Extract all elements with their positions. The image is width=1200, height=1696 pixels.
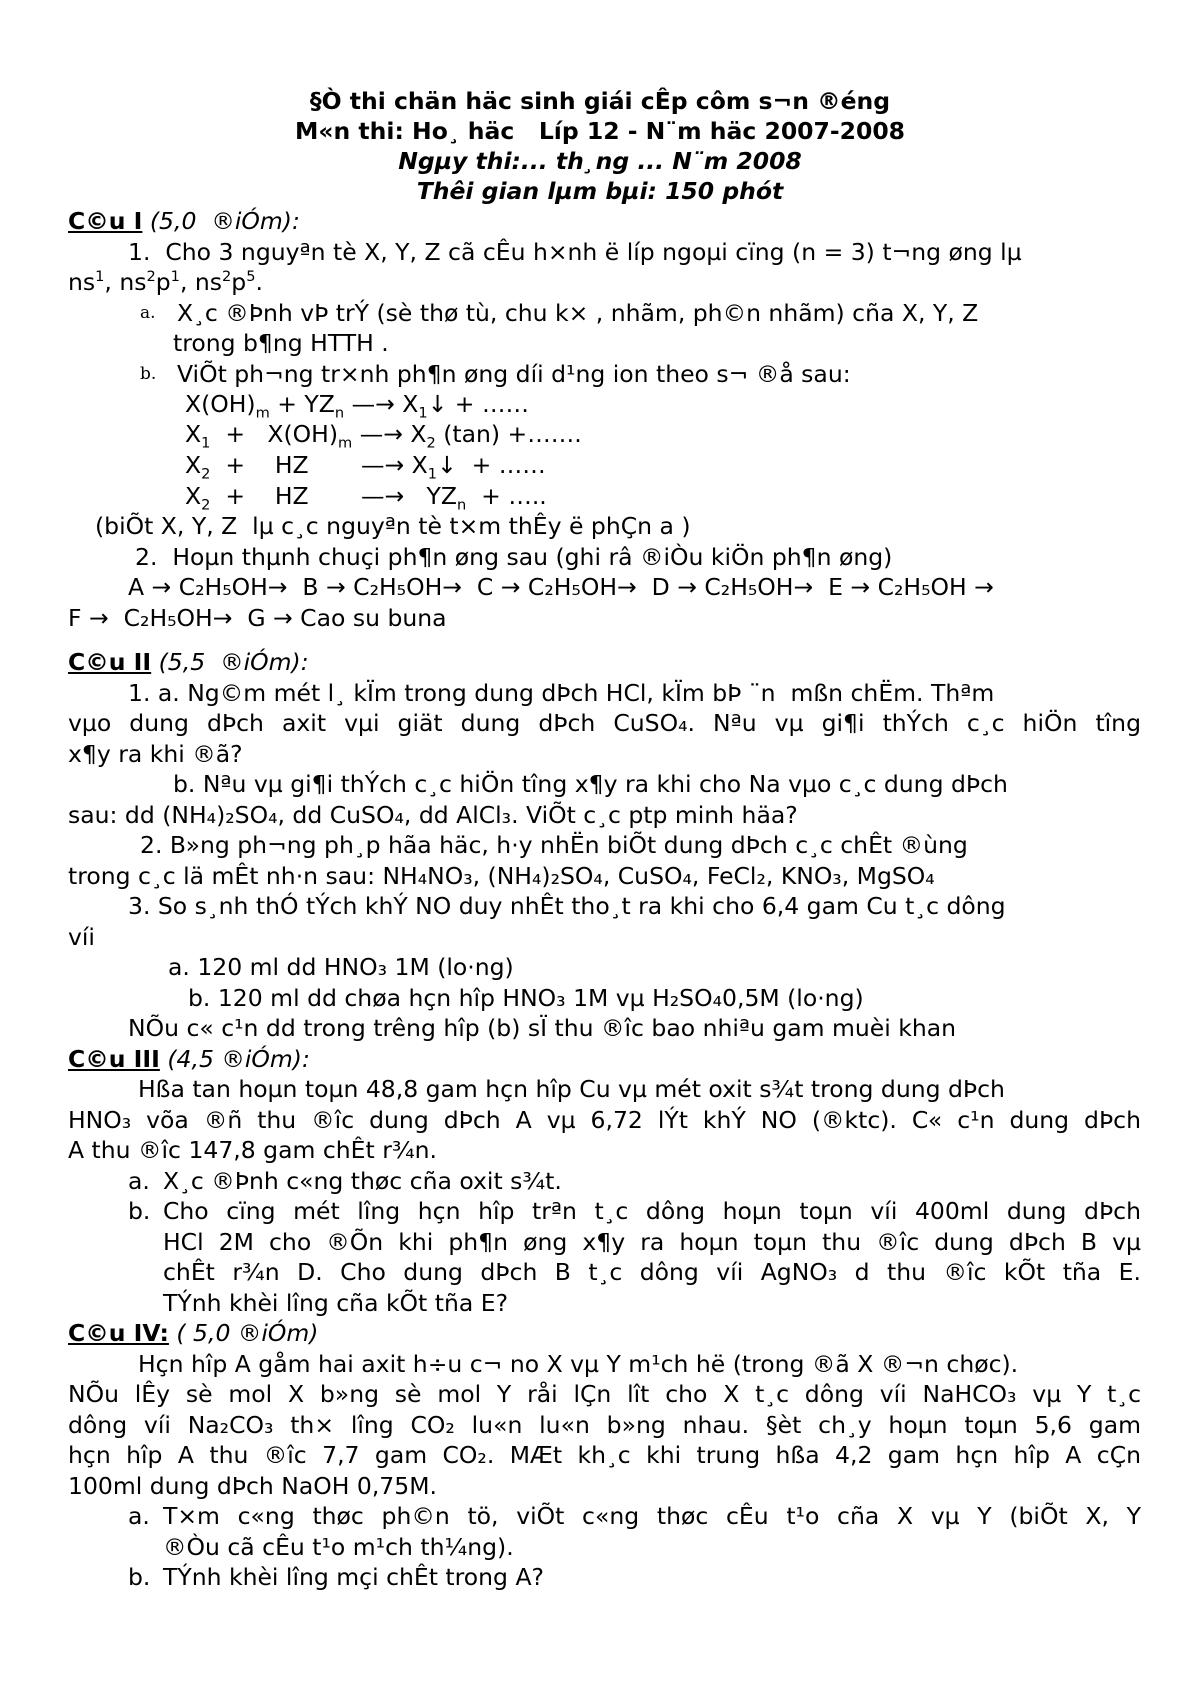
eq-text: —→ X: [352, 420, 427, 448]
sub: n: [457, 496, 467, 514]
eq-text: X: [185, 451, 202, 479]
q4-line4: hçn hîp A thu ®îc 7,7 gam CO₂. MÆt kh¸c khi trung hßa 4,2 gam hçn hîp A cÇn: [68, 1441, 1141, 1469]
eq-text: + …..: [466, 482, 547, 510]
sub: 1: [201, 434, 211, 452]
eq-text: + HZ —→ X: [210, 451, 428, 479]
q1-part1-line1: 1. Cho 3 nguyªn tè X, Y, Z cã cÊu h×nh ë líp ngoµi cïng (n = 3) t¬ng øng lµ: [128, 238, 1022, 266]
question-2-heading: [68, 647, 309, 677]
eq-text: X(OH): [185, 390, 256, 418]
question-2-label: C©u II: [68, 648, 152, 676]
sub: 2: [426, 434, 436, 452]
question-1-heading: [68, 206, 300, 236]
sub: 1: [427, 465, 437, 483]
question-2-points: (5,5 ®iÓm):: [158, 648, 309, 676]
q3-line2: HNO₃ võa ®ñ thu ®îc dung dÞch A vµ 6,72 lÝt khÝ NO (®ktc). C« c¹n dung dÞch: [68, 1106, 1141, 1134]
exam-title: §Ò thi chän häc sinh giái cÊp côm s¬n ®éng: [309, 87, 891, 115]
equation-3: [185, 450, 546, 483]
q3-b-line1: Cho cïng mét lîng hçn hîp trªn t¸c dông hoµn toµn víi 400ml dung dÞch: [163, 1197, 1141, 1225]
question-3-label: C©u III: [68, 1045, 160, 1073]
eq-text: + X(OH): [210, 420, 339, 448]
sub: n: [334, 404, 345, 422]
sup: 5: [246, 268, 256, 286]
sub: m: [255, 404, 270, 422]
q4-line5: 100ml dung dÞch NaOH 0,75M.: [68, 1472, 437, 1500]
question-1-points: (5,0 ®iÓm):: [149, 207, 300, 235]
config-text: , ns: [179, 268, 223, 296]
q1-part1-line2: [68, 267, 263, 297]
q4-b-line1: TÝnh khèi lîng mçi chÊt trong A?: [163, 1563, 544, 1591]
q1-part2: 2. Hoµn thµnh chuçi ph¶n øng sau (ghi râ ®iÒu kiÖn ph¶n øng): [135, 543, 893, 571]
question-4-points: ( 5,0 ®iÓm): [168, 1319, 319, 1347]
question-4-label: C©u IV:: [68, 1319, 169, 1347]
q2-line9: víi: [68, 923, 95, 951]
sub: 2: [201, 496, 211, 514]
config-text: , ns: [104, 268, 147, 296]
reaction-chain-line2: F → C₂H₅OH→ G → Cao su buna: [68, 604, 447, 632]
q1-a-line1: X¸c ®Þnh vÞ trÝ (sè thø tù, chu k× , nhãm, ph©n nhãm) cña X, Y, Z: [177, 299, 979, 327]
eq-text: + YZ: [269, 390, 335, 418]
eq-text: X: [185, 420, 202, 448]
q3-a-label: a.: [128, 1167, 150, 1195]
q1-b-label: b.: [140, 364, 157, 384]
q2-line5: sau: dd (NH₄)₂SO₄, dd CuSO₄, dd AlCl₃. ViÕt c¸c ptp minh häa?: [68, 801, 798, 829]
q3-b-line4: TÝnh khèi lîng cña kÕt tña E?: [163, 1289, 509, 1317]
q2-line8: 3. So s¸nh thÓ tÝch khÝ NO duy nhÊt tho¸t ra khi cho 6,4 gam Cu t¸c dông: [128, 892, 1006, 920]
exam-date: Ngµy thi:... th¸ng ... N¨m 2008: [398, 147, 802, 175]
q3-b-line2: HCl 2M cho ®Õn khi ph¶n øng x¶y ra hoµn toµn thu ®îc dung dÞch B vµ: [163, 1228, 1141, 1256]
q4-line3: dông víi Na₂CO₃ th× lîng CO₂ lu«n lu«n b»ng nhau. §èt ch¸y hoµn toµn 5,6 gam: [68, 1411, 1141, 1439]
eq-text: —→ X: [344, 390, 419, 418]
question-4-heading: [68, 1318, 318, 1348]
sup: 1: [95, 268, 105, 286]
q2-line1: 1. a. Ng©m mét l¸ kÏm trong dung dÞch HCl, kÏm bÞ ¨n mßn chËm. Thªm: [128, 679, 995, 707]
sub: 2: [201, 465, 211, 483]
eq-text: X: [185, 482, 202, 510]
equation-4: [185, 481, 547, 514]
q2-line7: trong c¸c lä mÊt nh·n sau: NH₄NO₃, (NH₄)₂SO₄, CuSO₄, FeCl₂, KNO₃, MgSO₄: [68, 862, 935, 890]
q2-line2: vµo dung dÞch axit vµi giät dung dÞch CuSO₄. Nªu vµ gi¶i thÝch c¸c hiÖn tîng: [68, 709, 1141, 737]
question-3-heading: [68, 1044, 310, 1074]
question-3-points: (4,5 ®iÓm):: [167, 1045, 310, 1073]
eq-text: + HZ —→ YZ: [210, 482, 457, 510]
eq-text: ↓ + ……: [436, 451, 546, 479]
equation-2: [185, 419, 582, 452]
sup: 1: [170, 268, 180, 286]
equation-1: [185, 389, 529, 422]
q3-line3: A thu ®îc 147,8 gam chÊt r¾n.: [68, 1136, 438, 1164]
q2-line10: a. 120 ml dd HNO₃ 1M (lo·ng): [168, 953, 514, 981]
sub: m: [338, 434, 353, 452]
exam-subject: M«n thi: Ho¸ häc Líp 12 - N¨m häc 2007-2008: [294, 117, 906, 145]
config-text: p: [231, 268, 247, 296]
q4-a-line1: T×m c«ng thøc ph©n tö, viÕt c«ng thøc cÊu t¹o cña X vµ Y (biÕt X, Y: [163, 1502, 1141, 1530]
q1-a-label: a.: [140, 303, 156, 323]
exam-duration: Thêi gian lµm bµi: 150 phót: [416, 177, 784, 205]
q4-line1: Hçn hîp A gåm hai axit h÷u c¬ no X vµ Y m¹ch hë (trong ®ã X ®¬n chøc).: [138, 1350, 1019, 1378]
q3-line1: Hßa tan hoµn toµn 48,8 gam hçn hîp Cu vµ mét oxit s¾t trong dung dÞch: [138, 1075, 1005, 1103]
q3-b-label: b.: [128, 1197, 151, 1225]
q2-line6: 2. B»ng ph¬ng ph¸p hãa häc, h·y nhËn biÕt dung dÞch c¸c chÊt ®ùng: [140, 831, 968, 859]
q4-line2: NÕu lÊy sè mol X b»ng sè mol Y råi lÇn lît cho X t¸c dông víi NaHCO₃ vµ Y t¸c: [68, 1380, 1141, 1408]
q1-b-line1: ViÕt ph¬ng tr×nh ph¶n øng díi d¹ng ion theo s¬ ®å sau:: [177, 360, 851, 388]
q2-line4: b. Nªu vµ gi¶i thÝch c¸c hiÖn tîng x¶y ra khi cho Na vµo c¸c dung dÞch: [173, 770, 1008, 798]
q1-note: (biÕt X, Y, Z lµ c¸c nguyªn tè t×m thÊy ë phÇn a ): [95, 512, 691, 540]
sub: 1: [418, 404, 428, 422]
config-text: ns: [68, 268, 96, 296]
q2-line12: NÕu c« c¹n dd trong trêng hîp (b) sÏ thu ®îc bao nhiªu gam muèi khan: [128, 1014, 957, 1042]
config-text: .: [255, 268, 263, 296]
q2-line11: b. 120 ml dd chøa hçn hîp HNO₃ 1M vµ H₂SO₄0,5M (lo·ng): [188, 984, 864, 1012]
config-text: p: [155, 268, 171, 296]
q2-line3: x¶y ra khi ®ã?: [68, 740, 243, 768]
sup: 2: [222, 268, 232, 286]
q4-b-label: b.: [128, 1563, 151, 1591]
q3-b-line3: chÊt r¾n D. Cho dung dÞch B t¸c dông víi AgNO₃ d thu ®îc kÕt tña E.: [163, 1258, 1141, 1286]
q4-a-line2: ®Òu cã cÊu t¹o m¹ch th¼ng).: [163, 1533, 514, 1561]
eq-text: ↓ + ……: [427, 390, 529, 418]
sup: 2: [146, 268, 156, 286]
question-1-label: C©u I: [68, 207, 143, 235]
eq-text: (tan) +…….: [435, 420, 582, 448]
q4-a-label: a.: [128, 1502, 150, 1530]
q1-a-line2: trong b¶ng HTTH .: [173, 329, 389, 357]
reaction-chain-line1: A → C₂H₅OH→ B → C₂H₅OH→ C → C₂H₅OH→ D → C₂H₅OH→ E → C₂H₅OH →: [128, 573, 994, 601]
q3-a-line1: X¸c ®Þnh c«ng thøc cña oxit s¾t.: [163, 1167, 562, 1195]
